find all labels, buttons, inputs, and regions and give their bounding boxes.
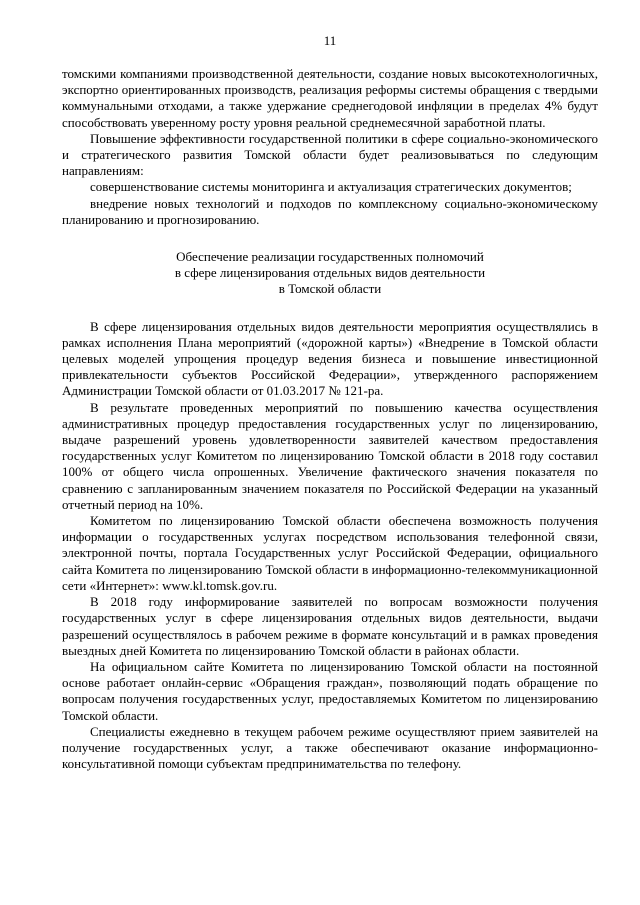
- section-paragraph-satisfaction: В результате проведенных мероприятий по повышению качества осуществления административных процедур предоставления государственных услуг по лицензированию, выдаче разрешений уровень удовлетворенности заявителей качеством предоставления государственных услуг Комитетом по лицензированию Томской области в 2018 году составил 100% от общего числа опрошенных. Увеличение фактического значения показателя по сравнению с запланированным значением показателя по Российской Федерации на указанный отчетный период на 10%.: [62, 399, 598, 512]
- section-heading-line: в Томской области: [278, 281, 382, 297]
- section-heading-line: в сфере лицензирования отдельных видов деятельности: [174, 265, 486, 281]
- intro-paragraph-policy: Повышение эффективности государственной политики в сфере социально-экономического и стратегического развития Томской области будет реализовываться по следующим направлениям:: [62, 130, 598, 179]
- section-heading-line: Обеспечение реализации государственных полномочий: [176, 249, 484, 265]
- intro-list-item-technologies: внедрение новых технологий и подходов по комплексному социально-экономическому планированию и прогнозированию.: [62, 195, 598, 227]
- intro-list-item-monitoring: совершенствование системы мониторинга и актуализация стратегических документов;: [90, 179, 572, 195]
- section-paragraph-information-channels: Комитетом по лицензированию Томской области обеспечена возможность получения информации о государственных услугах посредством использования телефонной связи, электронной почты, портала Государственных услуг Российской Федерации, официального сайта Комитета по лицензированию Томской области в информационно-телекоммуникационной сети «Интернет»: www.kl.tomsk.gov.ru.: [62, 513, 598, 593]
- section-paragraph-specialists: Специалисты ежедневно в текущем рабочем режиме осуществляют прием заявителей на получение государственных услуг, а также обеспечивают оказание информационно-консультативной помощи субъектам предпринимательства по телефону.: [62, 723, 598, 772]
- intro-paragraph-continuation: томскими компаниями производственной деятельности, создание новых высокотехнологичных, экспортно ориентированных производств, реализация реформы системы обращения с твердыми коммунальными отходами, а также удержание среднегодовой инфляции в пределах 4% будут способствовать уверенному росту уровня реальной среднемесячной заработной платы.: [62, 66, 598, 130]
- section-paragraph-online-service: На официальном сайте Комитета по лицензированию Томской области на постоянной основе работает онлайн-сервис «Обращения граждан», позволяющий подать обращение по вопросам получения государственных услуг, предоставляемых Комитетом по лицензированию Томской области.: [62, 658, 598, 723]
- page-number: 11: [323, 33, 337, 48]
- section-paragraph-roadmap: В сфере лицензирования отдельных видов деятельности мероприятия осуществлялись в рамках исполнения Плана мероприятий («дорожной карты») «Внедрение в Томской области целевых моделей упрощения процедур ведения бизнеса и повышение инвестиционной привлекательности субъектов Российской Федерации», утвержденного распоряжением Администрации Томской области от 01.03.2017 № 121-ра.: [62, 318, 598, 399]
- section-heading: [62, 249, 598, 298]
- section-paragraph-informing-2018: В 2018 году информирование заявителей по вопросам возможности получения государственных услуг в сфере лицензирования отдельных видов деятельности, выдачи разрешений осуществлялось в рабочем режиме в формате консультаций и в рамках проведения выездных дней Комитета по лицензированию Томской области в районах области.: [62, 594, 598, 658]
